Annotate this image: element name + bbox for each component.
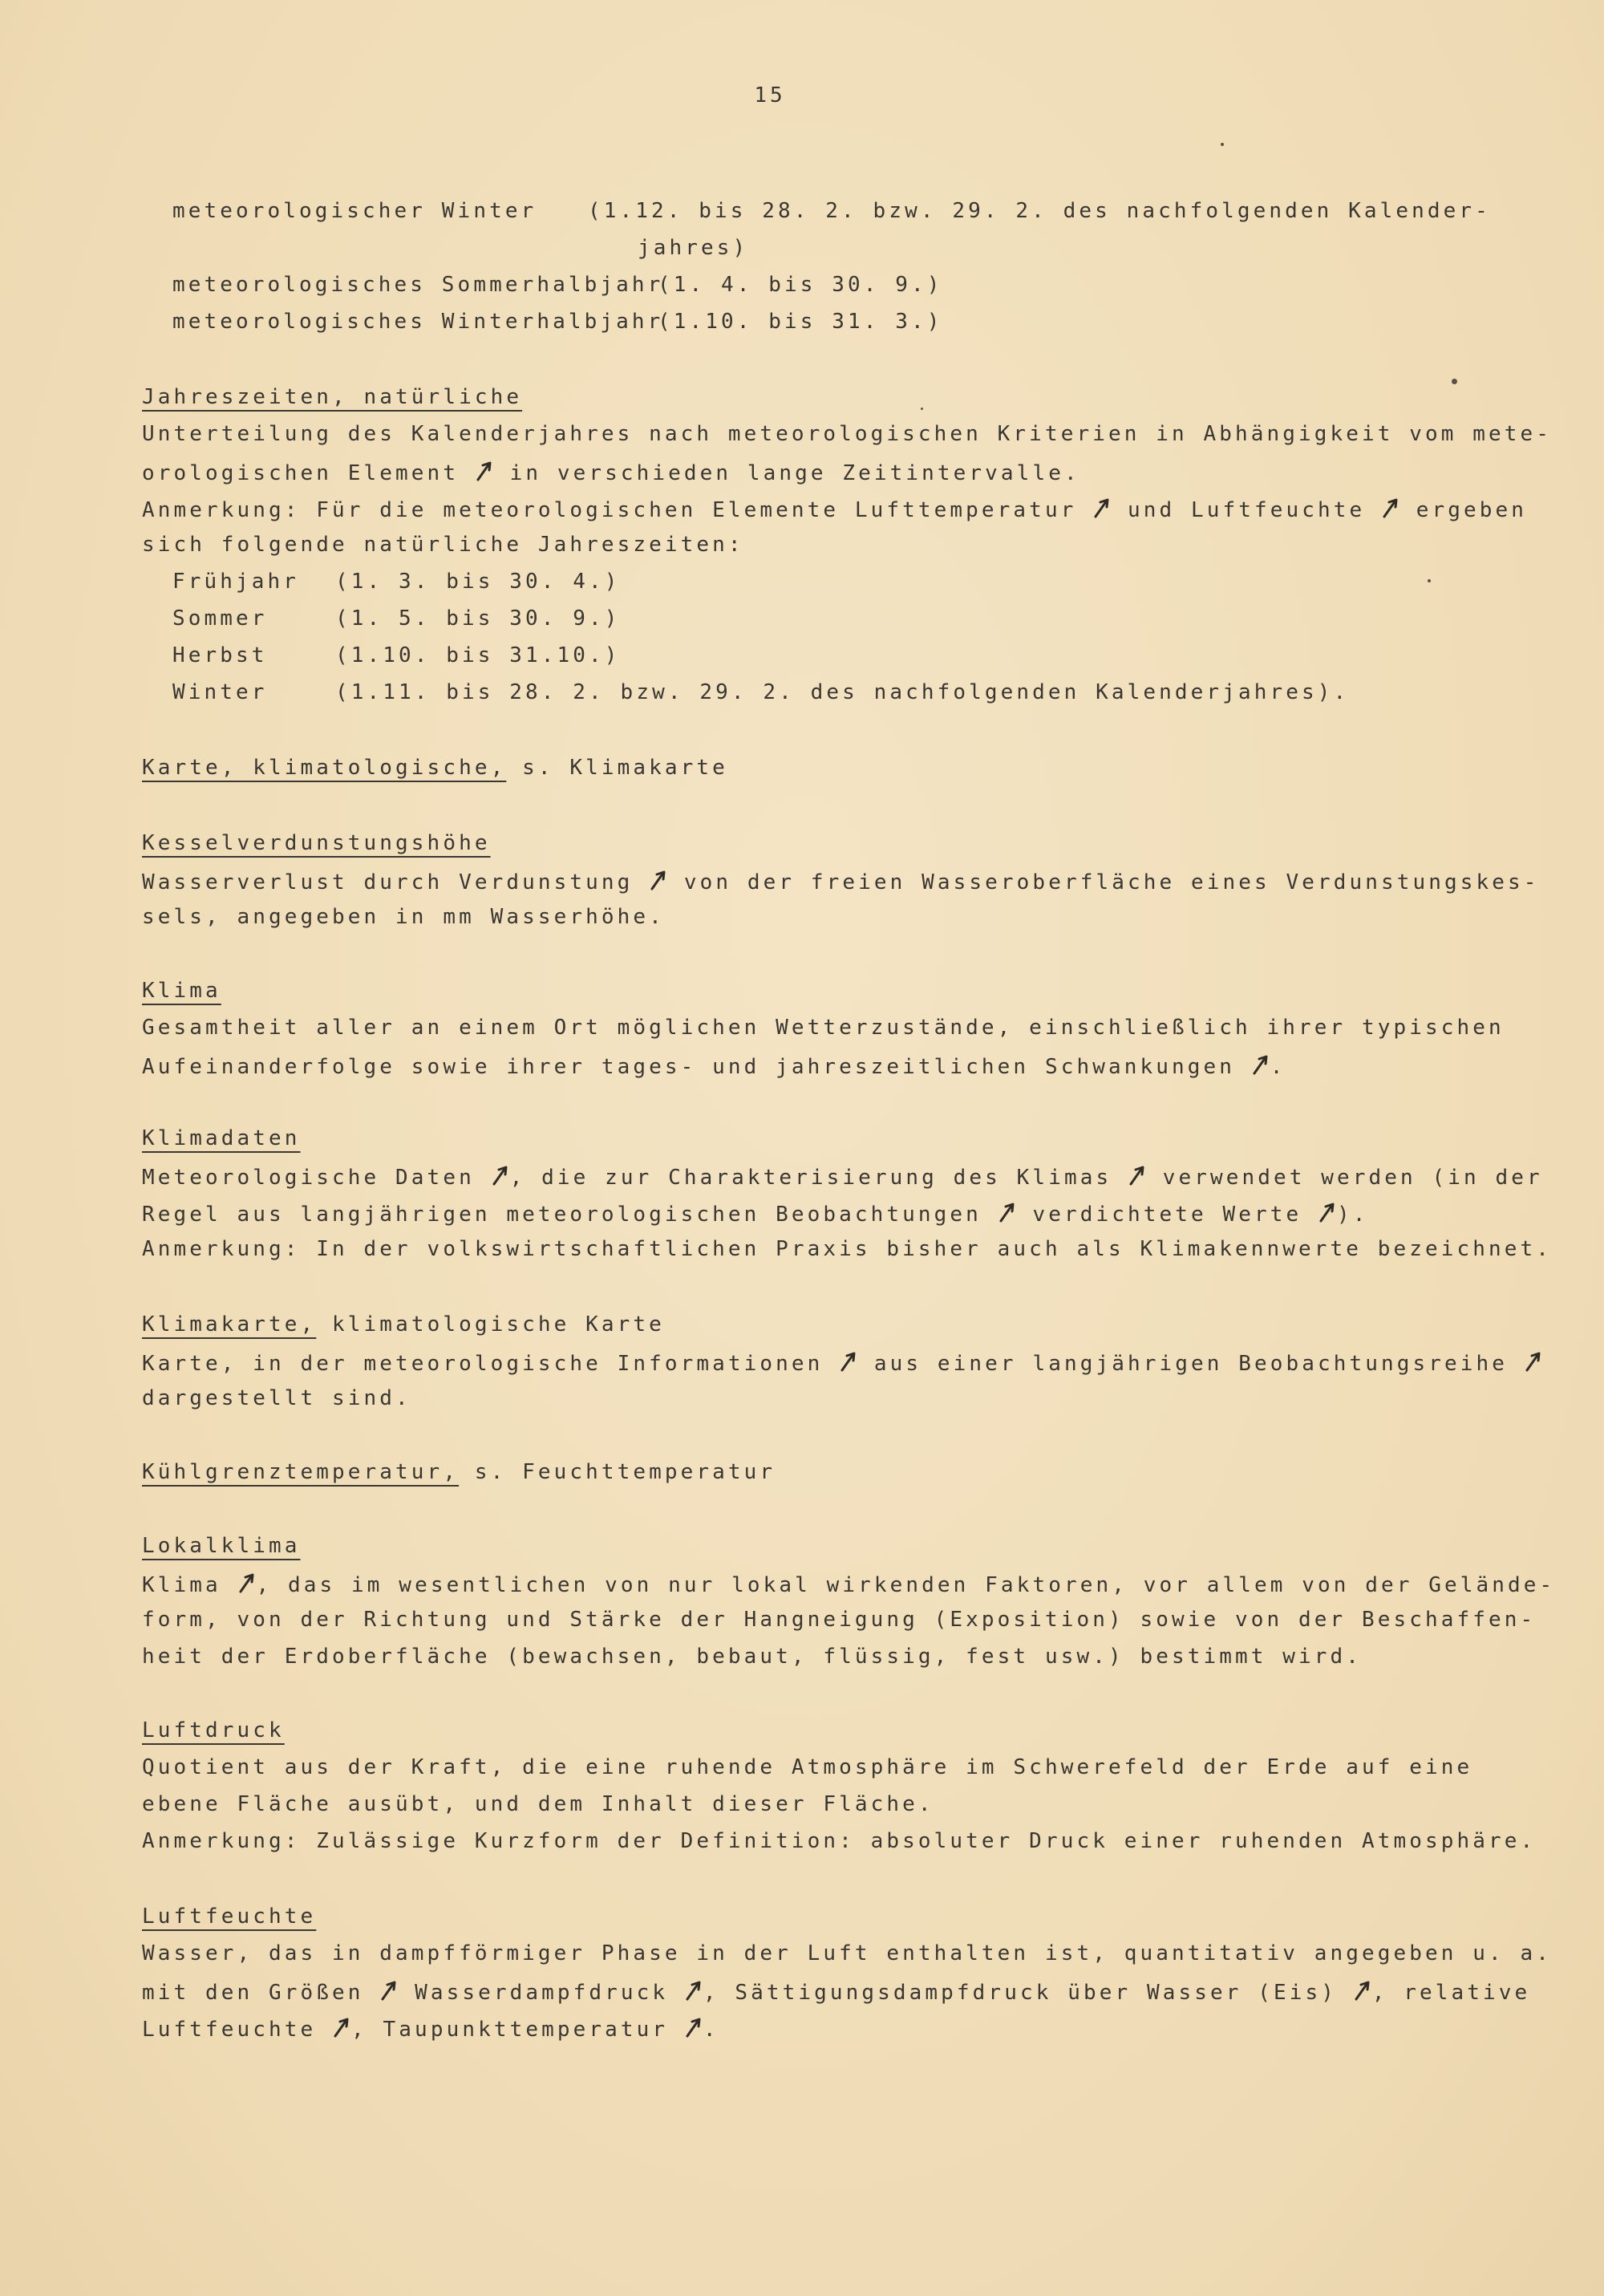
entry-klimakarte [142, 1314, 665, 1335]
entry-text: heit der Erdoberfläche (bewachsen, bebaut, flüssig, fest usw.) bestimmt wird. [142, 1645, 1363, 1669]
arrow-reference-icon [237, 1572, 257, 1593]
entry-term-klimakarte: Klimakarte, [142, 1312, 317, 1337]
entry-text: Unterteilung des Kalenderjahres nach meteorologischen Kriterien in Abhängigkeit vom mete- [142, 422, 1553, 446]
paper-speck [921, 408, 923, 410]
season-range: (1.10. bis 31.10.) [335, 643, 621, 667]
entry-term-lokalklima: Lokalklima [142, 1534, 301, 1558]
top-list-label-1: meteorologischer Winter [172, 199, 537, 223]
entry-text [142, 1980, 1530, 2003]
entry-text [142, 1202, 1369, 1225]
entry-kuehlgrenz [142, 1462, 776, 1483]
text-run: von der freien Wasseroberfläche eines Verdunstungskes- [668, 870, 1540, 894]
entry-text [142, 1165, 1543, 1188]
season-range: (1. 5. bis 30. 9.) [335, 606, 621, 631]
arrow-reference-icon [839, 1351, 858, 1372]
entry-text [142, 460, 1080, 484]
entry-text: dargestellt sind. [142, 1386, 411, 1410]
entry-text: Anmerkung: In der volkswirtschaftlichen Praxis bisher auch als Klimakennwerte bezeichnet. [142, 1237, 1553, 1261]
text-run: Luftfeuchte [142, 2018, 333, 2042]
top-list-value-3: (1.10. bis 31. 3.) [658, 310, 943, 334]
text-run: , die zur Charakterisierung des Klimas [509, 1166, 1128, 1190]
entry-text [142, 870, 1540, 893]
arrow-reference-icon [998, 1202, 1017, 1223]
entry-text [142, 1054, 1286, 1077]
season-range: (1.11. bis 28. 2. bzw. 29. 2. des nachfolgenden Kalenderjahres). [335, 680, 1350, 704]
entry-term-luftdruck: Luftdruck [142, 1718, 285, 1742]
season-name: Sommer [172, 606, 268, 631]
entry-term-klima: Klima [142, 979, 221, 1003]
season-name: Frühjahr [172, 570, 300, 594]
entry-text [142, 1351, 1543, 1374]
entry-text: Gesamtheit aller an einem Ort möglichen Wetterzustände, einschließlich ihrer typischen [142, 1016, 1505, 1040]
entry-text: sich folgende natürliche Jahreszeiten: [142, 533, 744, 557]
entry-text [142, 1572, 1555, 1596]
text-run: verwendet werden (in der [1146, 1166, 1543, 1190]
arrow-reference-icon [684, 1980, 703, 2001]
text-run: Wasserdampfdruck [399, 1981, 684, 2005]
entry-term-jahreszeiten: Jahreszeiten, natürliche [142, 385, 523, 409]
text-run: Aufeinanderfolge sowie ihrer tages- und jahreszeitlichen Schwankungen [142, 1055, 1251, 1079]
text-run: ). [1337, 1203, 1369, 1227]
arrow-reference-icon [649, 870, 668, 890]
text-run: verdichtete Werte [1016, 1203, 1318, 1227]
entry-term-karte: Karte, klimatologische, [142, 756, 507, 780]
cross-reference: s. Klimakarte [506, 756, 728, 780]
text-run: , relative [1371, 1981, 1531, 2005]
top-list-label-3: meteorologisches Winterhalbjahr [172, 310, 664, 334]
text-run: Klima [142, 1573, 237, 1597]
text-run: aus einer langjährigen Beobachtungsreihe [858, 1352, 1524, 1376]
text-run: Karte, in der meteorologische Informationen [142, 1352, 840, 1376]
text-run: orologischen Element [142, 461, 475, 485]
text-run: Meteorologische Daten [142, 1166, 491, 1190]
paper-speck [1428, 579, 1431, 582]
entry-term-luftfeuchte: Luftfeuchte [142, 1905, 317, 1929]
entry-term-kuehlgrenz: Kühlgrenztemperatur, [142, 1460, 460, 1484]
season-range: (1. 3. bis 30. 4.) [335, 570, 621, 594]
entry-text: form, von der Richtung und Stärke der Hangneigung (Exposition) sowie von der Beschaffen- [142, 1608, 1537, 1632]
text-run: Regel aus langjährigen meteorologischen Beobachtungen [142, 1203, 998, 1227]
entry-text [142, 2017, 719, 2040]
entry-text: Quotient aus der Kraft, die eine ruhende Atmosphäre im Schwerefeld der Erde auf eine [142, 1755, 1473, 1779]
text-run: Anmerkung: Für die meteorologischen Elemente Lufttemperatur [142, 498, 1093, 522]
text-run: . [1270, 1055, 1286, 1079]
arrow-reference-icon [1524, 1351, 1543, 1372]
text-run: . [703, 2018, 719, 2042]
arrow-reference-icon [332, 2017, 351, 2038]
arrow-reference-icon [1318, 1202, 1337, 1223]
cross-reference: s. Feuchttemperatur [459, 1460, 776, 1484]
entry-term-klimadaten: Klimadaten [142, 1126, 301, 1150]
text-run: mit den Größen [142, 1981, 380, 2005]
term-synonym: klimatologische Karte [316, 1312, 665, 1337]
top-list-value-1-cont: jahres) [638, 236, 749, 260]
text-run: , Taupunkttemperatur [351, 2018, 684, 2042]
entry-text [142, 497, 1527, 521]
entry-text: Anmerkung: Zulässige Kurzform der Definition: absoluter Druck einer ruhenden Atmosphäre. [142, 1829, 1537, 1853]
text-run: und Luftfeuchte [1112, 498, 1382, 522]
text-run: in verschieden lange Zeitintervalle. [493, 461, 1080, 485]
arrow-reference-icon [379, 1980, 399, 2001]
arrow-reference-icon [684, 2017, 703, 2038]
season-name: Winter [172, 680, 268, 704]
top-list-label-2: meteorologisches Sommerhalbjahr [172, 273, 664, 297]
entry-text: ebene Fläche ausübt, und dem Inhalt dieser Fläche. [142, 1792, 934, 1816]
arrow-reference-icon [1381, 497, 1400, 518]
top-list-value-1: (1.12. bis 28. 2. bzw. 29. 2. des nachfolgenden Kalender- [588, 199, 1491, 223]
entry-text: Wasser, das in dampfförmiger Phase in der Luft enthalten ist, quantitativ angegeben u. a. [142, 1941, 1553, 1965]
arrow-reference-icon [1092, 497, 1112, 518]
entry-term-kessel: Kesselverdunstungshöhe [142, 831, 491, 855]
season-name: Herbst [172, 643, 268, 667]
top-list-value-2: (1. 4. bis 30. 9.) [658, 273, 943, 297]
paper-speck [1452, 379, 1457, 384]
entry-text: sels, angegeben in mm Wasserhöhe. [142, 905, 665, 929]
arrow-reference-icon [1128, 1165, 1147, 1186]
arrow-reference-icon [491, 1165, 510, 1186]
arrow-reference-icon [475, 460, 494, 481]
arrow-reference-icon [1251, 1054, 1270, 1075]
text-run: , das im wesentlichen von nur lokal wirkenden Faktoren, vor allem von der Gelände- [256, 1573, 1556, 1597]
page-number: 15 [754, 83, 786, 107]
text-run: , Sättigungsdampfdruck über Wasser (Eis) [703, 1981, 1353, 2005]
arrow-reference-icon [1353, 1980, 1372, 2001]
text-run: ergeben [1400, 498, 1528, 522]
text-run: Wasserverlust durch Verdunstung [142, 870, 650, 894]
entry-karte [142, 757, 728, 778]
paper-speck [1221, 143, 1224, 146]
